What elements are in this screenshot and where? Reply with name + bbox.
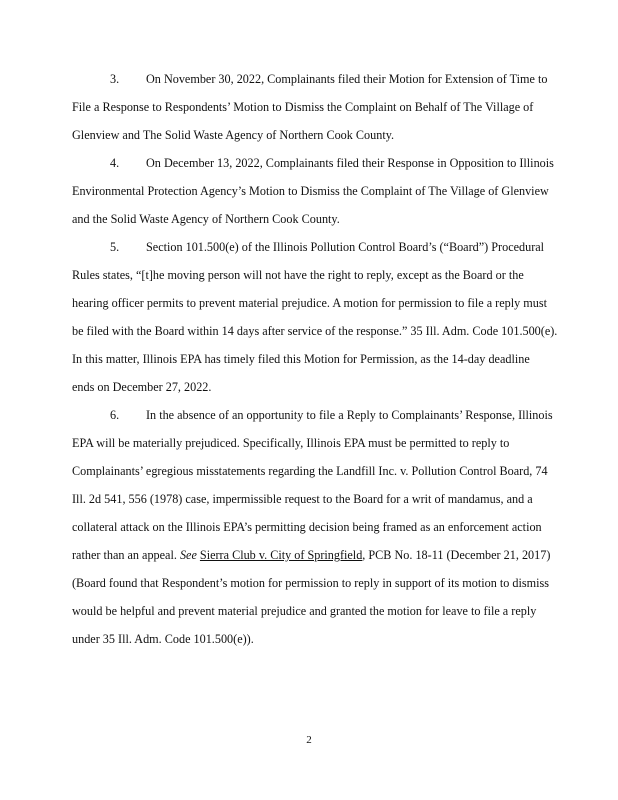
paragraph-6-line-6 <box>72 548 550 563</box>
page-number: 2 <box>306 734 312 746</box>
case-citation-sierra-club: Sierra Club v. City of Springfield <box>199 548 363 562</box>
paragraph-3-line-1 <box>110 72 547 87</box>
paragraph-5-line-3: hearing officer permits to prevent material prejudice. A motion for permission to file a reply must <box>72 296 547 310</box>
paragraph-6-text-1: In the absence of an opportunity to file a Reply to Complainants’ Response, Illinois <box>146 408 553 422</box>
paragraph-4-line-2: Environmental Protection Agency’s Motion to Dismiss the Complaint of The Village of Glenview <box>72 184 549 198</box>
paragraph-5-line-5: In this matter, Illinois EPA has timely filed this Motion for Permission, as the 14-day deadline <box>72 352 530 366</box>
paragraph-4-number: 4. <box>110 156 120 170</box>
paragraph-4-text-1: On December 13, 2022, Complainants filed their Response in Opposition to Illinois <box>146 156 554 170</box>
paragraph-5-line-4: be filed with the Board within 14 days after service of the response.” 35 Ill. Adm. Code 101.500(e). <box>72 324 558 338</box>
paragraph-6-line-9: under 35 Ill. Adm. Code 101.500(e)). <box>72 632 254 646</box>
paragraph-4-line-3: and the Solid Waste Agency of Northern Cook County. <box>72 212 340 226</box>
paragraph-5-text-1: Section 101.500(e) of the Illinois Pollution Control Board’s (“Board”) Procedural <box>146 240 545 254</box>
paragraph-5-number: 5. <box>110 240 120 254</box>
paragraph-5-line-6: ends on December 27, 2022. <box>72 380 212 394</box>
paragraph-6-number: 6. <box>110 408 120 422</box>
paragraph-6-text-6d: , PCB No. 18-11 (December 21, 2017) <box>362 548 551 562</box>
paragraph-6-line-5: collateral attack on the Illinois EPA’s permitting decision being framed as an enforcement action <box>72 520 542 534</box>
paragraph-5-line-1 <box>110 240 544 255</box>
signal-see: See <box>179 548 197 562</box>
paragraph-6-line-4: Ill. 2d 541, 556 (1978) case, impermissible request to the Board for a writ of mandamus, and a <box>72 492 533 506</box>
paragraph-3-line-3: Glenview and The Solid Waste Agency of Northern Cook County. <box>72 128 395 142</box>
paragraph-3-line-2: File a Response to Respondents’ Motion to Dismiss the Complaint on Behalf of The Village of <box>72 100 534 114</box>
paragraph-6-line-8: would be helpful and prevent material prejudice and granted the motion for leave to file a reply <box>72 604 537 618</box>
paragraph-6-text-6a: rather than an appeal. <box>72 548 177 562</box>
paragraph-6-line-2: EPA will be materially prejudiced. Specifically, Illinois EPA must be permitted to reply to <box>72 436 510 450</box>
paragraph-4-line-1 <box>110 156 554 171</box>
paragraph-6-line-1 <box>110 408 553 423</box>
paragraph-3-text-1: On November 30, 2022, Complainants filed their Motion for Extension of Time to <box>146 72 548 86</box>
paragraph-6-line-7: (Board found that Respondent’s motion for permission to reply in support of its motion to dismiss <box>72 576 549 590</box>
paragraph-6-line-3: Complainants’ egregious misstatements regarding the Landfill Inc. v. Pollution Control Board, 74 <box>72 464 548 478</box>
paragraph-3-number: 3. <box>110 72 120 86</box>
paragraph-5-line-2: Rules states, “[t]he moving person will not have the right to reply, except as the Board or the <box>72 268 524 282</box>
